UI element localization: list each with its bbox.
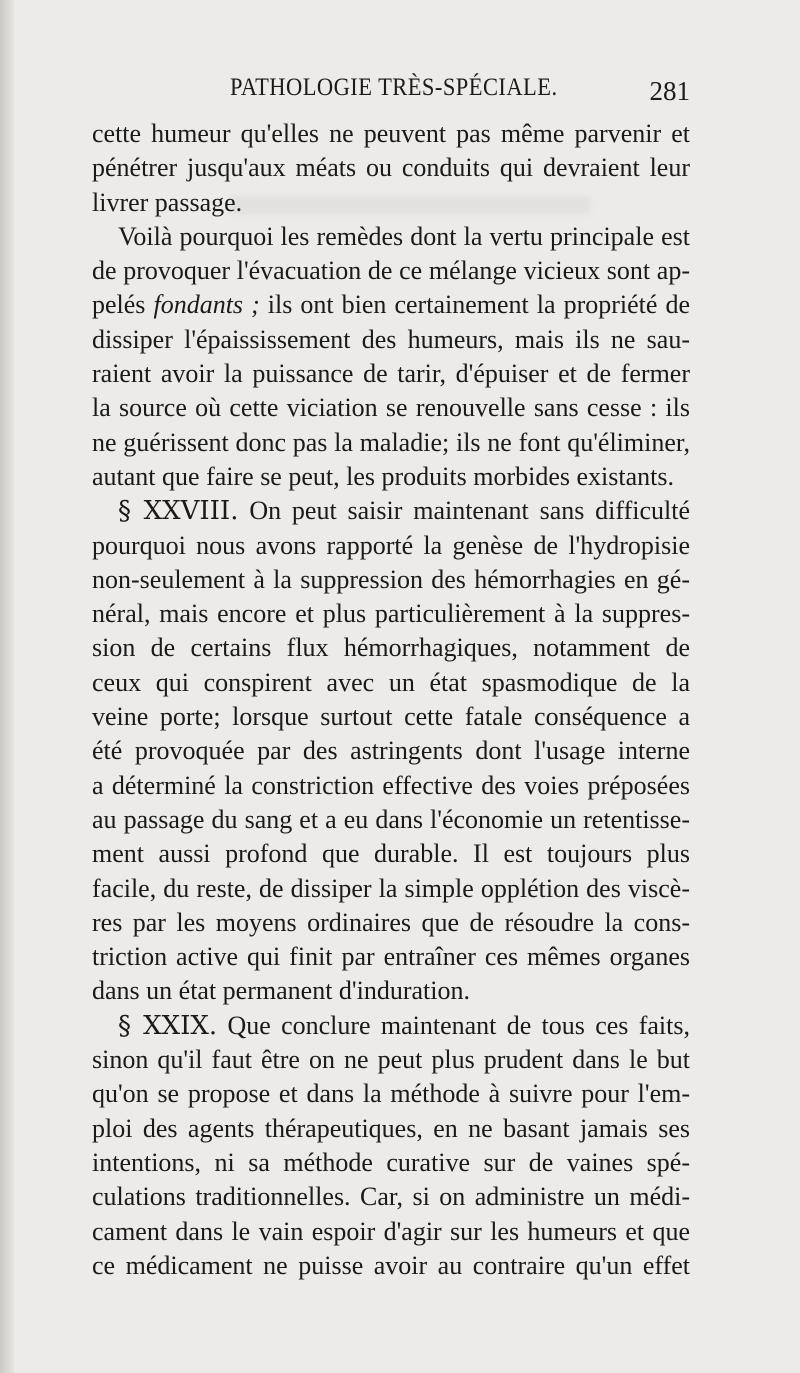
text-line: res par les moyens ordinaires que de résoudre la cons- (92, 907, 690, 937)
text-line: la source où cette viciation se renouvelle sans cesse : ils (92, 393, 690, 423)
text-line: de provoquer l'évacuation de ce mélange vicieux sont ap- (92, 256, 690, 286)
body-text (92, 117, 690, 1283)
text-line: dans un état permanent d'induration. (92, 976, 470, 1006)
running-header (92, 74, 690, 114)
italic-term: fondants ; (153, 290, 260, 320)
text-line-with-emphasis (92, 288, 690, 322)
text-line: dissiper l'épaississement des humeurs, mais ils ne sau- (92, 324, 690, 354)
text-line: pénétrer jusqu'aux méats ou conduits qui devraient leur (92, 153, 690, 183)
text-fragment: On peut saisir maintenant sans difficulté (249, 496, 690, 526)
text-line: ce médicament ne puisse avoir au contraire qu'un effet (92, 1250, 690, 1280)
text-line: cament dans le vain espoir d'agir sur les humeurs et que (92, 1216, 690, 1246)
text-line: autant que faire se peut, les produits morbides existants. (92, 461, 674, 491)
running-title: PATHOLOGIE TRÈS-SPÉCIALE. (230, 74, 558, 101)
text-line: ceux qui conspirent avec un état spasmodique de la (92, 667, 690, 697)
text-line: veine porte; lorsque surtout cette fatale conséquence a (92, 702, 690, 732)
section-marker: § XXIX. (118, 1010, 218, 1041)
text-line: intentions, ni sa méthode curative sur de vaines spé- (92, 1147, 690, 1177)
text-line: ne guérissent donc pas la maladie; ils ne font qu'éliminer, (92, 427, 690, 457)
paragraph-start-line: Voilà pourquoi les remèdes dont la vertu principale est (118, 221, 690, 251)
text-line: ploi des agents thérapeutiques, en ne basant jamais ses (92, 1113, 690, 1143)
text-line: néral, mais encore et plus particulièrement à la suppres- (92, 599, 690, 629)
text-line: sinon qu'il faut être on ne peut plus prudent dans le but (92, 1045, 690, 1075)
text-line: a déterminé la constriction effective des voies préposées (92, 770, 690, 800)
text-line: au passage du sang et a eu dans l'économie un retentisse- (92, 804, 690, 834)
section-heading-line (92, 1009, 690, 1043)
text-line: facile, du reste, de dissiper la simple opplétion des viscè- (92, 873, 690, 903)
text-fragment: pelés (92, 290, 146, 320)
text-line: été provoquée par des astringents dont l'usage interne (92, 736, 690, 766)
text-line: non-seulement à la suppression des hémorrhagies en gé- (92, 564, 690, 594)
text-line: pourquoi nous avons rapporté la genèse de l'hydropisie (92, 530, 690, 560)
text-line: ment aussi profond que durable. Il est toujours plus (92, 839, 690, 869)
section-marker: § XXVIII. (118, 496, 239, 527)
text-line: sion de certains flux hémorrhagiques, notamment de (92, 633, 690, 663)
text-line: livrer passage. (92, 187, 243, 217)
section-heading-line (92, 494, 690, 528)
text-fragment: Que conclure maintenant de tous ces faits, (227, 1010, 690, 1040)
page-gutter-shadow (0, 0, 14, 1373)
text-line: triction active qui finit par entraîner ces mêmes organes (92, 942, 690, 972)
text-fragment: ils ont bien certainement la propriété de (267, 290, 690, 320)
page-number: 281 (649, 76, 690, 106)
text-line: cette humeur qu'elles ne peuvent pas même parvenir et (92, 119, 690, 148)
text-line: raient avoir la puissance de tarir, d'épuiser et de fermer (92, 359, 690, 389)
text-line: culations traditionnelles. Car, si on administre un médi- (92, 1182, 690, 1212)
text-line: qu'on se propose et dans la méthode à suivre pour l'em- (92, 1079, 690, 1109)
